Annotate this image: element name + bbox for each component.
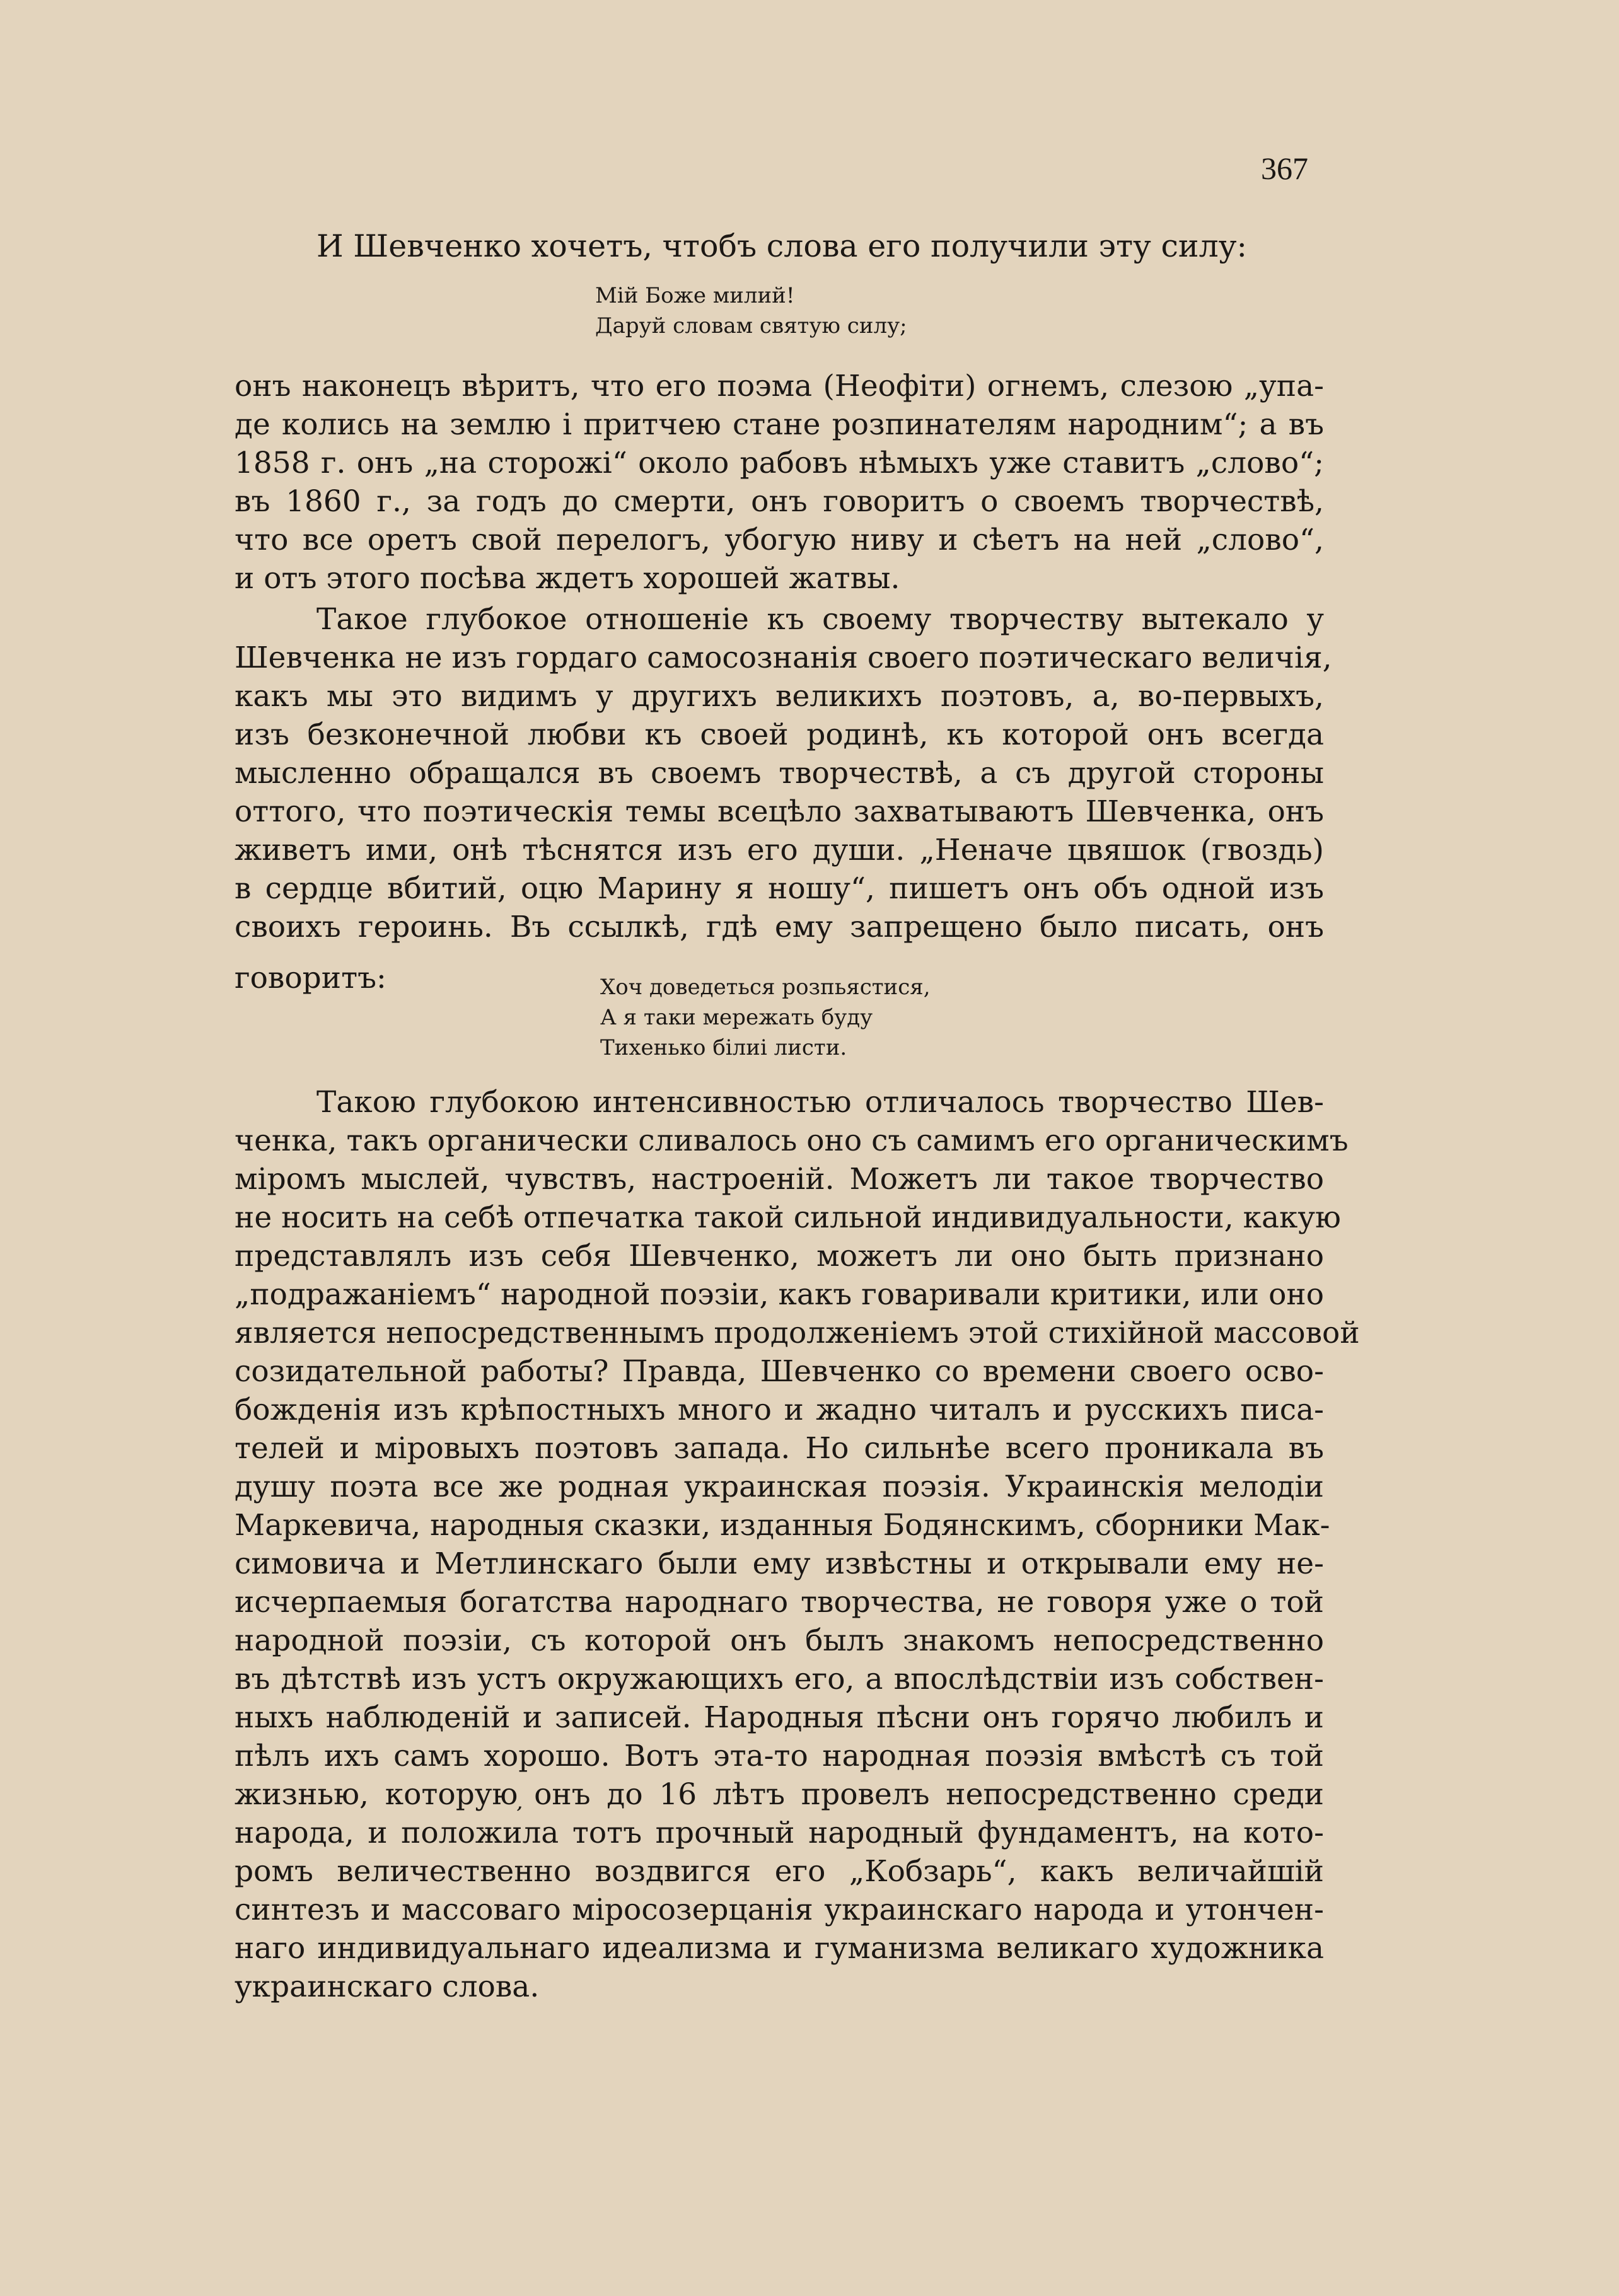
text-line: душу поэта все же родная украинская поэзія. Украинскія мелодіи <box>235 1470 1324 1504</box>
text-line: де колись на землю і притчею стане розпинателям народним“; а въ <box>235 407 1324 442</box>
text-line: онъ наконецъ вѣритъ, что его поэма (Неофіти) огнемъ, слезою „упа- <box>235 369 1324 403</box>
text-line: Шевченка не изъ гордаго самосознанія своего поэтическаго величія, <box>235 641 1332 675</box>
text-line: симовича и Метлинскаго были ему извѣстны и открывали ему не- <box>235 1546 1324 1581</box>
text-line: представлялъ изъ себя Шевченко, можетъ ли оно быть признано <box>235 1239 1324 1273</box>
text-line: въ 1860 г., за годъ до смерти, онъ говоритъ о своемъ творчествѣ, <box>235 484 1324 519</box>
text-line: 1858 г. онъ „на сторожі“ около рабовъ нѣмыхъ уже ставитъ „слово“; <box>235 446 1324 480</box>
text-line: ныхъ наблюденій и записей. Народныя пѣсни онъ горячо любилъ и <box>235 1700 1324 1735</box>
text-line: изъ безконечной любви къ своей родинѣ, къ которой онъ всегда <box>235 717 1324 752</box>
verse-line: Мій Боже милий! <box>595 283 795 308</box>
text-line: Такое глубокое отношеніе къ своему творчеству вытекало у <box>316 602 1324 637</box>
text-line: в сердце вбитий, оцю Марину я ношу“, пишетъ онъ объ одной изъ <box>235 871 1324 906</box>
intro-line: И Шевченко хочетъ, чтобъ слова его получили эту силу: <box>316 228 1248 264</box>
paragraph-2-end: говоритъ: <box>235 961 386 995</box>
verse-line: А я таки мережать буду <box>600 1005 873 1030</box>
text-line: оттого, что поэтическія темы всецѣло захватываютъ Шевченка, онъ <box>235 794 1324 829</box>
text-line: телей и міровыхъ поэтовъ запада. Но сильнѣе всего проникала въ <box>235 1431 1324 1466</box>
page-number: 367 <box>1261 151 1308 186</box>
text-line: созидательной работы? Правда, Шевченко со времени своего осво- <box>235 1354 1324 1389</box>
text-line: народной поэзіи, съ которой онъ былъ знакомъ непосредственно <box>235 1623 1324 1658</box>
text-line: мысленно обращался въ своемъ творчествѣ, а съ другой стороны <box>235 756 1324 791</box>
text-line: и отъ этого посѣва ждетъ хорошей жатвы. <box>235 561 900 596</box>
text-line: своихъ героинь. Въ ссылкѣ, гдѣ ему запрещено было писать, онъ <box>235 910 1324 944</box>
text-line: Маркевича, народныя сказки, изданныя Бодянскимъ, сборники Мак- <box>235 1508 1330 1543</box>
text-line: украинскаго слова. <box>235 1969 540 2004</box>
paragraph-3 <box>235 1083 1360 2006</box>
text-line: ромъ величественно воздвигся его „Кобзарь“, какъ величайшій <box>235 1854 1324 1889</box>
text-line: народа, и положила тотъ прочный народный фундаментъ, на кото- <box>235 1816 1324 1850</box>
text-line: пѣлъ ихъ самъ хорошо. Вотъ эта-то народная поэзія вмѣстѣ съ той <box>235 1739 1324 1773</box>
paragraph-1 <box>235 367 1324 598</box>
text-line: божденія изъ крѣпостныхъ много и жадно читалъ и русскихъ писа- <box>235 1393 1324 1427</box>
text-line: не носить на себѣ отпечатка такой сильной индивидуальности, какую <box>235 1200 1341 1235</box>
text-line: является непосредственнымъ продолженіемъ этой стихійной массовой <box>235 1316 1360 1350</box>
text-line: „подражаніемъ“ народной поэзіи, какъ говаривали критики, или оно <box>235 1277 1324 1312</box>
text-line: ченка, такъ органически сливалось оно съ самимъ его органическимъ <box>235 1123 1349 1158</box>
verse-line: Хоч доведеться розпьястися, <box>600 975 931 1000</box>
text-line: что все оретъ свой перелогъ, убогую ниву и сѣетъ на ней „слово“, <box>235 523 1324 557</box>
text-line: жизнью, которую ̦онъ до 16 лѣтъ провелъ непосредственно среди <box>235 1777 1324 1812</box>
verse-line: Тихенько білиі листи. <box>600 1035 847 1060</box>
verse-quote-2 <box>600 972 931 1063</box>
text-line: въ дѣтствѣ изъ устъ окружающихъ его, а впослѣдствіи изъ собствен- <box>235 1662 1324 1696</box>
verse-line: Даруй словам святую силу; <box>595 313 907 339</box>
paragraph-2 <box>235 600 1332 946</box>
text-line: исчерпаемыя богатства народнаго творчества, не говоря уже о той <box>235 1585 1324 1620</box>
text-line: наго индивидуальнаго идеализма и гуманизма великаго художника <box>235 1931 1324 1966</box>
text-line: какъ мы это видимъ у другихъ великихъ поэтовъ, а, во-первыхъ, <box>235 679 1324 714</box>
text-line: живетъ ими, онѣ тѣснятся изъ его души. „Неначе цвяшок (гвоздь) <box>235 833 1324 867</box>
verse-quote-1 <box>595 281 907 341</box>
text-line: Такою глубокою интенсивностью отличалось творчество Шев- <box>316 1085 1324 1120</box>
text-line: міромъ мыслей, чувствъ, настроеній. Можетъ ли такое творчество <box>235 1162 1324 1197</box>
text-line: синтезъ и массоваго міросозерцанія украинскаго народа и утончен- <box>235 1893 1324 1927</box>
